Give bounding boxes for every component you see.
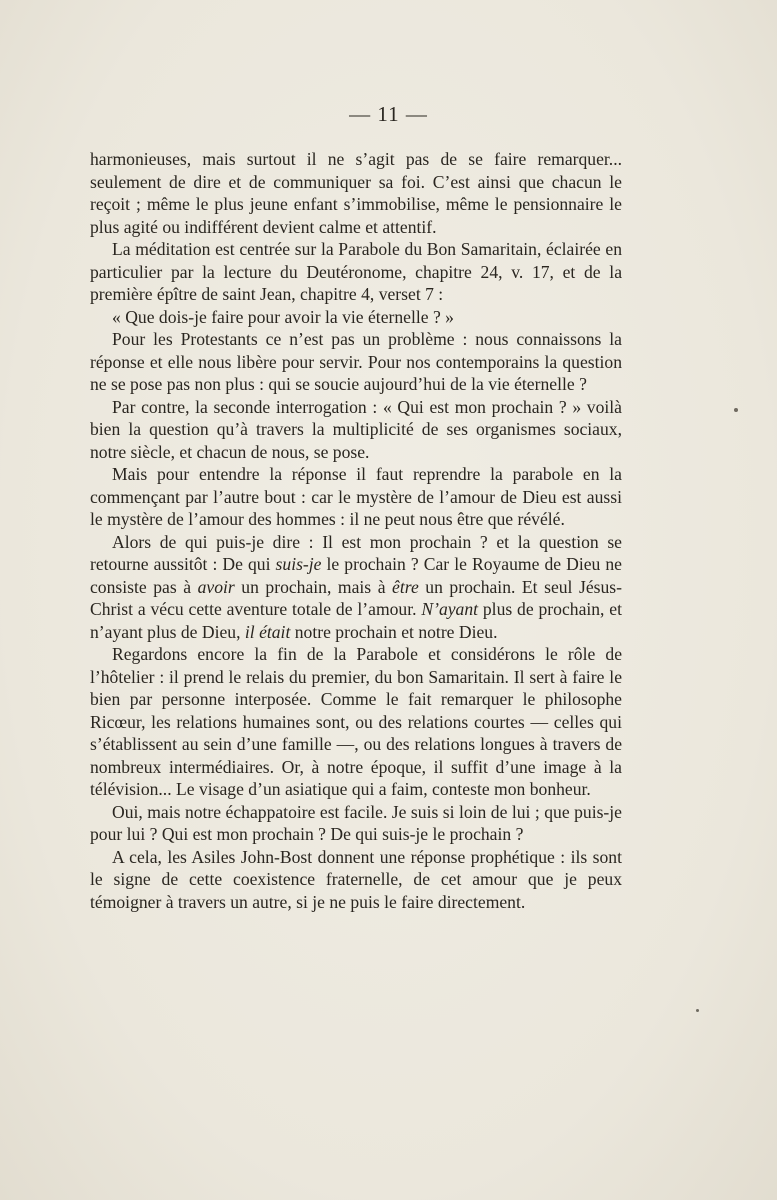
paper-speck — [734, 408, 738, 412]
paragraph-text: « Que dois-je faire pour avoir la vie éternelle ? » — [112, 306, 454, 327]
paragraph-text: A cela, les Asiles John-Bost donnent une réponse prophétique : ils sont le signe de cette coexistence fraternelle, de cet amour que je peux témoigner à travers un autre, si je ne puis le faire directement. — [90, 846, 622, 912]
paragraph-p3 — [90, 306, 622, 329]
paragraph-text: notre prochain et notre Dieu. — [290, 621, 498, 642]
paragraph-text: Par contre, la seconde interrogation : « Qui est mon prochain ? » voilà bien la question qu’à travers la multiplicité de ses organismes sociaux, notre siècle, et chacun de nous, se pose. — [90, 396, 622, 462]
italic-text: suis-je — [275, 554, 322, 574]
paragraph-text: le prochain ? Car le Royaume de Dieu ne consiste pas à — [90, 554, 622, 597]
paragraph-text: Alors de qui puis-je dire : Il est mon prochain ? et la question se retourne aussitôt : De qui — [90, 531, 622, 574]
paragraph-p4 — [90, 328, 622, 396]
paragraph-text: Pour les Protestants ce n’est pas un problème : nous connaissons la réponse et elle nous libère pour servir. Pour nos contemporains la question ne se pose pas non plus : qui se soucie aujourd’hui de la vie éternelle ? — [90, 329, 622, 394]
paragraph-p5 — [90, 396, 622, 464]
paragraph-text: Regardons encore la fin de la Parabole et considérons le rôle de l’hôtelier : il prend le relais du premier, du bon Samaritain. Il sert à faire le bien par personne interposée. Comme le fait remarquer le philosophe Ricœur, les relations humaines sont, ou des relations courtes — celles qui s’établissent au sein d’une famille —, ou des relations longues à travers de nombreux intermédiaires. Or, à notre époque, il suffit d’une image à la télévision... Le visage d’un asiatique qui a faim, conteste mon bonheur. — [90, 644, 622, 799]
paragraph-p8 — [90, 643, 622, 801]
paragraph-text: La méditation est centrée sur la Parabole du Bon Samaritain, éclairée en particulier par la lecture du Deutéronome, chapitre 24, v. 17, et de la première épître de saint Jean, chapitre 4, verset 7 : — [90, 239, 622, 304]
paragraph-text: un prochain, mais à — [234, 576, 393, 597]
paragraph-p9 — [90, 801, 622, 846]
paragraph-text: harmonieuses, mais surtout il ne s’agit pas de se faire remarquer... seulement de dire et de communiquer sa foi. C’est ainsi que chacun le reçoit ; même le plus jeune enfant s’immobilise, même le pensionnaire le plus agité ou indifférent devient calme et attentif. — [90, 149, 622, 237]
italic-text: il était — [244, 621, 291, 642]
paragraph-p1 — [90, 148, 622, 238]
italic-text: N’ayant — [421, 599, 479, 619]
body-text — [90, 148, 622, 913]
paragraph-text: Mais pour entendre la réponse il faut reprendre la parabole en la commençant par l’autre bout : car le mystère de l’amour de Dieu est aussi le mystère de l’amour des hommes : il ne peut nous être que révélé. — [90, 464, 622, 529]
paragraph-p6 — [90, 463, 622, 531]
paragraph-p7 — [90, 531, 622, 644]
paragraph-text: un prochain. Et seul Jésus-Christ a vécu cette aventure totale de l’amour. — [90, 576, 623, 619]
paragraph-p10 — [90, 846, 622, 914]
paragraph-text: Oui, mais notre échappatoire est facile. Je suis si loin de lui ; que puis-je pour lui ? Qui est mon prochain ? De qui suis-je le prochain ? — [90, 801, 622, 844]
italic-text: être — [392, 576, 419, 597]
paper-speck — [696, 1009, 699, 1012]
page-number: — 11 — — [349, 102, 428, 126]
italic-text: avoir — [197, 576, 235, 597]
paragraph-text: plus de prochain, et n’ayant plus de Dieu, — [90, 599, 622, 642]
paragraph-p2 — [90, 238, 622, 306]
